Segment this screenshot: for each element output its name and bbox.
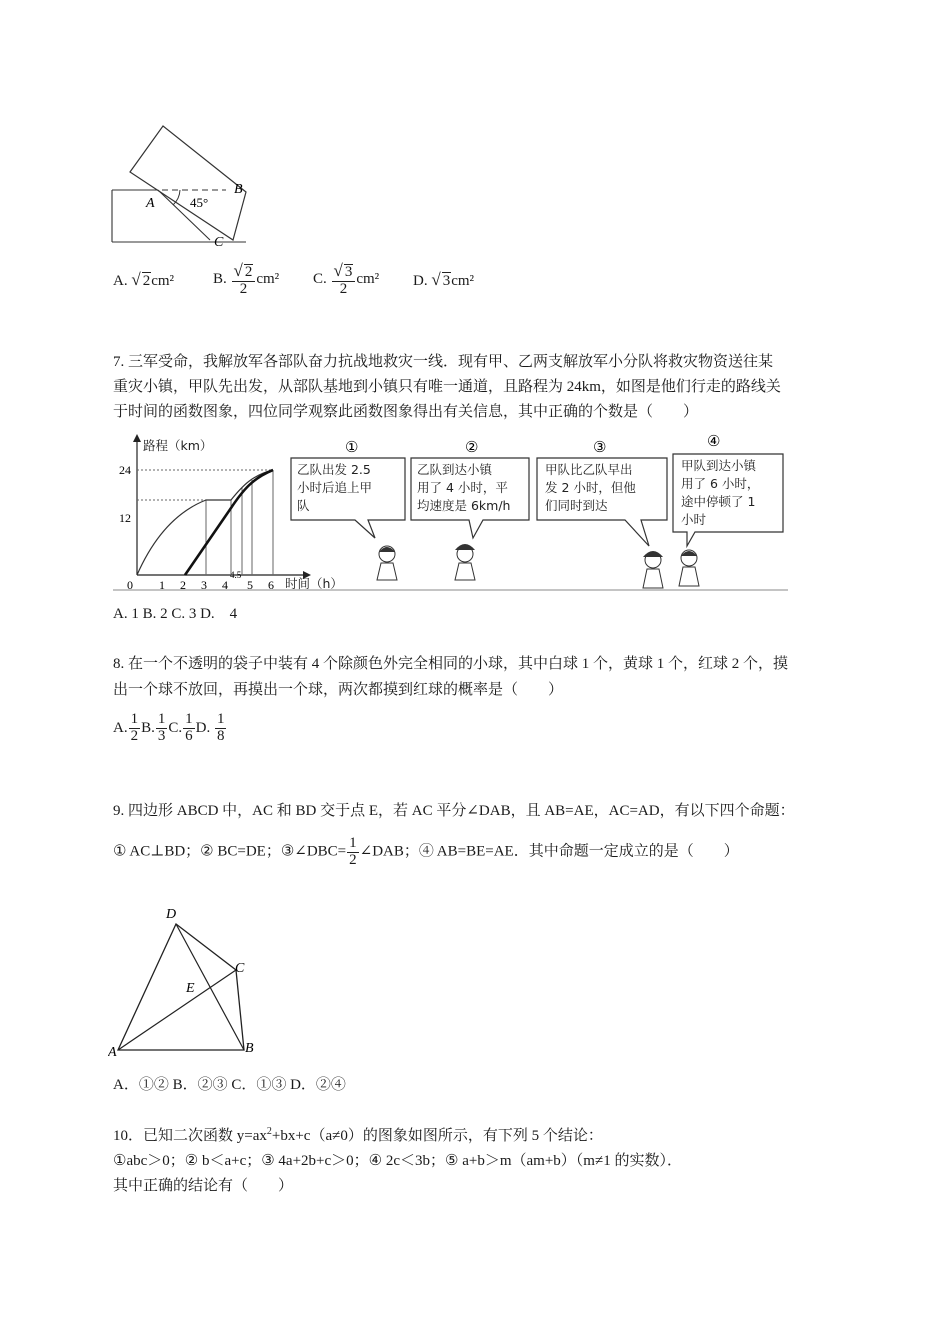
q7-line-1: 7. 三军受命，我解放军各部队奋力抗战地救灾一线．现有甲、乙两支解放军小分队将救灾物资送往某: [113, 354, 774, 370]
q6-option-c[interactable]: C. $\frac{√ 3}{2}$ cm²: [313, 261, 380, 297]
svg-text:均速度是 6km/h: 均速度是 6km/h: [417, 498, 511, 513]
q9-label-a: A: [108, 1045, 117, 1060]
q9-label-d: D: [166, 907, 177, 922]
q7-student-2-icon: [455, 544, 475, 580]
q7-xtick-3: 3: [201, 578, 207, 592]
svg-text:发 2 小时，但他: 发 2 小时，但他: [545, 480, 636, 495]
svg-text:用了 6 小时，: 用了 6 小时，: [681, 476, 760, 491]
q8-options: [113, 712, 227, 745]
q9-answer-options[interactable]: A．①② B．②③ C．①③ D．②④: [113, 1077, 346, 1093]
svg-text:乙队到达小镇: 乙队到达小镇: [417, 462, 493, 477]
q7-answer-options[interactable]: A. 1 B. 2 C. 3 D. 4: [113, 606, 238, 622]
q9-label-c: C: [235, 961, 245, 976]
q7-team-yi-curve: [185, 470, 273, 575]
q6-angle-label: 45°: [190, 195, 209, 210]
q7-xtick-2: 2: [180, 578, 186, 592]
q7-line-3: 于时间的函数图象，四位同学观察此函数图象得出有关信息，其中正确的个数是（ ）: [113, 404, 699, 420]
q6-figure: [108, 120, 258, 252]
q7-student-1-icon: [377, 546, 397, 580]
svg-text:途中停顿了 1: 途中停顿了 1: [681, 494, 756, 509]
q6-label-b: B: [234, 182, 243, 197]
svg-text:甲队到达小镇: 甲队到达小镇: [681, 458, 757, 473]
svg-text:小时后追上甲: 小时后追上甲: [297, 480, 373, 495]
q9-label-b: B: [245, 1041, 254, 1056]
q7-x-label: 时间（h）: [285, 576, 343, 591]
q6-label-c: C: [214, 235, 224, 250]
svg-text:用了 4 小时，平: 用了 4 小时，平: [417, 480, 508, 495]
q7-xtick-4: 4: [222, 578, 228, 592]
q9-figure: [108, 900, 268, 1060]
q8-option-d[interactable]: D. $\frac{1}{8}$: [195, 711, 225, 744]
q7-bubble-1-num: ①: [345, 440, 359, 456]
q7-ytick-12: 12: [119, 511, 131, 525]
q7-chart: [113, 430, 793, 595]
q8-option-b[interactable]: B. $\frac{1}{3}$: [141, 711, 166, 744]
q6-option-b[interactable]: B. $\frac{√ 2}{2}$ cm²: [213, 261, 280, 297]
q7-xtick-6: 6: [268, 578, 274, 592]
q7-xtick-5: 5: [247, 578, 253, 592]
q10-line-3: 其中正确的结论有（ ）: [113, 1178, 294, 1194]
svg-text:小时: 小时: [681, 512, 707, 527]
svg-text:乙队出发 2.5: 乙队出发 2.5: [297, 462, 371, 477]
svg-text:甲队比乙队早出: 甲队比乙队早出: [545, 462, 633, 477]
q7-y-axis-arrow: [133, 434, 141, 442]
q7-y-label: 路程（km）: [143, 438, 213, 453]
q9-label-e: E: [186, 981, 195, 996]
q7-student-3-icon: [643, 551, 663, 588]
q9-line-2: ① AC⊥BD；② BC=DE；③∠DBC= $\frac{1}{2}$ ∠DAB；④ AB=BE=AE．其中命题一定成立的是（ ）: [113, 835, 739, 868]
q8-option-a[interactable]: A. $\frac{1}{2}$: [113, 711, 139, 744]
q7-line-2: 重灾小镇，甲队先出发，从部队基地到小镇只有唯一通道，且路程为 24km，如图是他们行走的路线关: [113, 379, 781, 395]
q10-line-2: ①abc＞0；② b＜a+c；③ 4a+2b+c＞0；④ 2c＜3b；⑤ a+b＞m（am+b）（m≠1 的实数）．: [113, 1153, 682, 1169]
q6-label-a: A: [146, 196, 155, 211]
q7-team-jia-curve: [137, 470, 273, 575]
q7-xtick-1: 1: [159, 578, 165, 592]
q7-student-4-icon: [679, 550, 699, 586]
q7-ytick-24: 24: [119, 463, 131, 477]
q9-quadrilateral: [118, 924, 244, 1050]
q7-xtick-0: 0: [127, 578, 133, 592]
q6-option-d[interactable]: D. √ 3cm²: [413, 270, 475, 289]
svg-text:们同时到达: 们同时到达: [545, 498, 608, 513]
q7-bubble-2-num: ②: [465, 440, 479, 456]
q8-line-2: 出一个球不放回，再摸出一个球，两次都摸到红球的概率是（ ）: [113, 682, 564, 698]
q7-xtick-4-5: 4.5: [230, 570, 242, 580]
q8-line-1: 8. 在一个不透明的袋子中装有 4 个除颜色外完全相同的小球，其中白球 1 个，黄球 1 个，红球 2 个，摸: [113, 656, 789, 672]
q7-bubble-3-num: ③: [593, 440, 607, 456]
q8-option-c[interactable]: C. $\frac{1}{6}$: [168, 711, 193, 744]
q10-line-1: 10．已知二次函数 $y=ax^2+bx+c(a\ne 0)$的图象如图所示，有下列 5 个结论：: [113, 1126, 603, 1144]
svg-text:队: 队: [297, 498, 310, 513]
q6-option-a[interactable]: A. √ 2cm²: [113, 270, 175, 289]
q9-line-1: 9. 四边形 ABCD 中，AC 和 BD 交于点 E，若 AC 平分∠DAB，且 AB=AE，AC=AD，有以下四个命题：: [113, 803, 795, 819]
q7-bubble-4-num: ④: [707, 434, 721, 450]
q6-rectangle-strip: [130, 126, 246, 240]
